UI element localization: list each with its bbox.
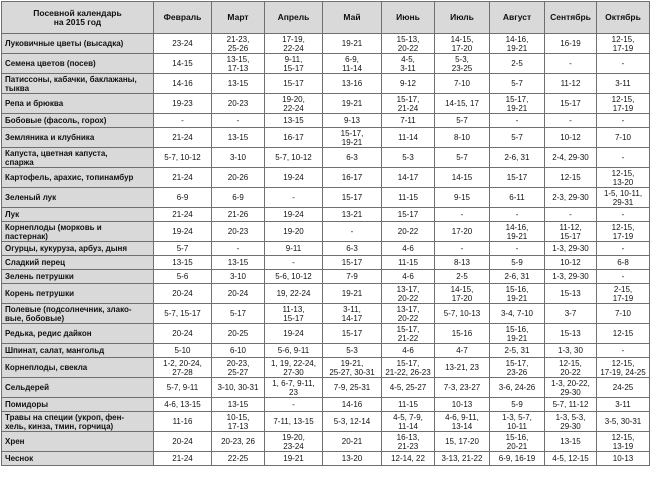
date-cell: 14-15, 17 bbox=[435, 94, 490, 114]
date-cell: 21-24 bbox=[154, 452, 212, 466]
crop-name-cell: Репа и брюква bbox=[2, 94, 154, 114]
date-cell: 5-7 bbox=[154, 242, 212, 256]
date-cell: 2-4, 29-30 bbox=[545, 148, 597, 168]
date-cell: 13-15 bbox=[212, 128, 265, 148]
date-cell: 5-10 bbox=[154, 344, 212, 358]
date-cell: 5-3 bbox=[382, 148, 435, 168]
month-header: Май bbox=[323, 2, 382, 34]
date-cell: 20-24 bbox=[154, 432, 212, 452]
date-cell: - bbox=[545, 114, 597, 128]
date-cell: 5-9 bbox=[490, 256, 545, 270]
date-cell: 21-24 bbox=[154, 128, 212, 148]
date-cell: 20-21 bbox=[323, 432, 382, 452]
date-cell: 1-3, 29-30 bbox=[545, 242, 597, 256]
date-cell: 9-13 bbox=[323, 114, 382, 128]
crop-name-cell: Помидоры bbox=[2, 398, 154, 412]
month-header: Сентябрь bbox=[545, 2, 597, 34]
month-header: Апрель bbox=[265, 2, 323, 34]
date-cell: 19-24 bbox=[265, 168, 323, 188]
date-cell: 11-12 bbox=[545, 74, 597, 94]
date-cell: 6-9 bbox=[154, 188, 212, 208]
date-cell: 5-9 bbox=[490, 398, 545, 412]
date-cell: 15-17 bbox=[265, 74, 323, 94]
table-row bbox=[2, 284, 650, 304]
crop-name-cell: Луковичные цветы (высадка) bbox=[2, 34, 154, 54]
date-cell: - bbox=[490, 242, 545, 256]
date-cell: 20-23, 26 bbox=[212, 432, 265, 452]
date-cell: 20-24 bbox=[212, 284, 265, 304]
crop-name-cell: Бобовые (фасоль, горох) bbox=[2, 114, 154, 128]
table-row bbox=[2, 208, 650, 222]
table-row bbox=[2, 378, 650, 398]
date-cell: 14-15, 17-20 bbox=[435, 284, 490, 304]
crop-name-cell: Травы на специи (укроп, фен- хель, кинза, тмин, горчица) bbox=[2, 412, 154, 432]
date-cell: 15-17, 19-21 bbox=[323, 128, 382, 148]
date-cell: 19-21 bbox=[323, 284, 382, 304]
month-header: Октябрь bbox=[597, 2, 650, 34]
date-cell: 10-12 bbox=[545, 256, 597, 270]
date-cell: 5-7, 9-11 bbox=[154, 378, 212, 398]
table-row bbox=[2, 168, 650, 188]
date-cell: 14-16, 19-21 bbox=[490, 34, 545, 54]
date-cell: 14-16 bbox=[323, 398, 382, 412]
date-cell: 15-16, 20-21 bbox=[490, 432, 545, 452]
date-cell: 3-10 bbox=[212, 270, 265, 284]
date-cell: 12-15, 17-19 bbox=[597, 34, 650, 54]
date-cell: 14-17 bbox=[382, 168, 435, 188]
date-cell: 15-13 bbox=[545, 284, 597, 304]
date-cell: 17-20 bbox=[435, 222, 490, 242]
table-row bbox=[2, 398, 650, 412]
table-row bbox=[2, 344, 650, 358]
date-cell: - bbox=[490, 114, 545, 128]
date-cell: 7-9, 25-31 bbox=[323, 378, 382, 398]
date-cell: 22-25 bbox=[212, 452, 265, 466]
date-cell: 14-15 bbox=[154, 54, 212, 74]
date-cell: - bbox=[265, 188, 323, 208]
date-cell: 12-15, 13-19 bbox=[597, 432, 650, 452]
date-cell: 17-19, 22-24 bbox=[265, 34, 323, 54]
date-cell: - bbox=[265, 398, 323, 412]
month-header: Июль bbox=[435, 2, 490, 34]
date-cell: 7-9 bbox=[323, 270, 382, 284]
date-cell: 20-25 bbox=[212, 324, 265, 344]
date-cell: 13-17, 20-22 bbox=[382, 284, 435, 304]
date-cell: 15-17, 21-24 bbox=[382, 94, 435, 114]
date-cell: 6-9, 11-14 bbox=[323, 54, 382, 74]
date-cell: 13-15 bbox=[265, 114, 323, 128]
date-cell: 14-15 bbox=[435, 168, 490, 188]
date-cell: 15, 17-20 bbox=[435, 432, 490, 452]
date-cell: 4-5, 25-27 bbox=[382, 378, 435, 398]
date-cell: - bbox=[597, 114, 650, 128]
crop-name-cell: Шпинат, салат, мангольд bbox=[2, 344, 154, 358]
date-cell: 11-15 bbox=[382, 256, 435, 270]
table-row bbox=[2, 222, 650, 242]
date-cell: 5-6, 9-11 bbox=[265, 344, 323, 358]
date-cell: 3-10 bbox=[212, 148, 265, 168]
crop-name-cell: Земляника и клубника bbox=[2, 128, 154, 148]
date-cell: 12-15 bbox=[545, 168, 597, 188]
date-cell: 10-13 bbox=[435, 398, 490, 412]
date-cell: 12-15, 17-19, 24-25 bbox=[597, 358, 650, 378]
date-cell: 4-5, 12-15 bbox=[545, 452, 597, 466]
date-cell: 10-13 bbox=[597, 452, 650, 466]
date-cell: 14-16, 19-21 bbox=[490, 222, 545, 242]
header-row bbox=[2, 2, 650, 34]
date-cell: 20-24 bbox=[154, 284, 212, 304]
month-header: Март bbox=[212, 2, 265, 34]
table-row bbox=[2, 256, 650, 270]
date-cell: 7-10 bbox=[597, 128, 650, 148]
date-cell: 5-7 bbox=[435, 148, 490, 168]
date-cell: 15-16, 19-21 bbox=[490, 324, 545, 344]
crop-name-cell: Чеснок bbox=[2, 452, 154, 466]
date-cell: 12-14, 22 bbox=[382, 452, 435, 466]
date-cell: 21-24 bbox=[154, 168, 212, 188]
crop-name-cell: Капуста, цветная капуста, спаржа bbox=[2, 148, 154, 168]
date-cell: - bbox=[597, 270, 650, 284]
date-cell: 4-5, 7-9, 11-14 bbox=[382, 412, 435, 432]
table-row bbox=[2, 94, 650, 114]
date-cell: 19-20, 22-24 bbox=[265, 94, 323, 114]
date-cell: 5-3, 23-25 bbox=[435, 54, 490, 74]
date-cell: 19, 22-24 bbox=[265, 284, 323, 304]
date-cell: 15-17 bbox=[323, 324, 382, 344]
date-cell: 5-3, 12-14 bbox=[323, 412, 382, 432]
date-cell: 3-6, 24-26 bbox=[490, 378, 545, 398]
date-cell: 2-6, 31 bbox=[490, 148, 545, 168]
date-cell: 13-17, 20-22 bbox=[382, 304, 435, 324]
date-cell: 5-7, 10-12 bbox=[265, 148, 323, 168]
date-cell: 6-3 bbox=[323, 242, 382, 256]
date-cell: 10-12 bbox=[545, 128, 597, 148]
date-cell: 1-3, 5-3, 29-30 bbox=[545, 412, 597, 432]
date-cell: 5-7, 10-12 bbox=[154, 148, 212, 168]
date-cell: 1-3, 5-7, 10-11 bbox=[490, 412, 545, 432]
crop-name-cell: Зеленый лук bbox=[2, 188, 154, 208]
date-cell: 13-21, 23 bbox=[435, 358, 490, 378]
date-cell: 15-17 bbox=[545, 94, 597, 114]
date-cell: 11-14 bbox=[382, 128, 435, 148]
date-cell: 13-16 bbox=[323, 74, 382, 94]
table-body bbox=[2, 34, 650, 466]
date-cell: 19-20 bbox=[265, 222, 323, 242]
date-cell: 16-19 bbox=[545, 34, 597, 54]
date-cell: 20-24 bbox=[154, 324, 212, 344]
date-cell: 7-11 bbox=[382, 114, 435, 128]
date-cell: 20-22 bbox=[382, 222, 435, 242]
crop-name-cell: Сельдерей bbox=[2, 378, 154, 398]
date-cell: 19-24 bbox=[265, 208, 323, 222]
date-cell: 13-15 bbox=[212, 398, 265, 412]
date-cell: 13-15 bbox=[154, 256, 212, 270]
date-cell: 2-3, 29-30 bbox=[545, 188, 597, 208]
date-cell: 5-7 bbox=[490, 74, 545, 94]
date-cell: 1-2, 20-24, 27-28 bbox=[154, 358, 212, 378]
date-cell: 1, 6-7, 9-11, 23 bbox=[265, 378, 323, 398]
month-header: Август bbox=[490, 2, 545, 34]
date-cell: - bbox=[597, 148, 650, 168]
date-cell: 6-8 bbox=[597, 256, 650, 270]
table-row bbox=[2, 270, 650, 284]
date-cell: 5-3 bbox=[323, 344, 382, 358]
crop-name-cell: Хрен bbox=[2, 432, 154, 452]
crop-name-cell: Редька, редис дайкон bbox=[2, 324, 154, 344]
date-cell: 11-15 bbox=[382, 188, 435, 208]
date-cell: 11-12, 15-17 bbox=[545, 222, 597, 242]
date-cell: 2-5 bbox=[435, 270, 490, 284]
date-cell: 3-10, 30-31 bbox=[212, 378, 265, 398]
date-cell: 3-11 bbox=[597, 398, 650, 412]
table-row bbox=[2, 412, 650, 432]
date-cell: 21-26 bbox=[212, 208, 265, 222]
date-cell: 7-3, 23-27 bbox=[435, 378, 490, 398]
date-cell: 5-7 bbox=[435, 114, 490, 128]
date-cell: 7-10 bbox=[597, 304, 650, 324]
date-cell: - bbox=[435, 208, 490, 222]
date-cell: 13-21 bbox=[323, 208, 382, 222]
crop-name-cell: Полевые (подсолнечник, злако- вые, бобовые) bbox=[2, 304, 154, 324]
date-cell: 4-6, 9-11, 13-14 bbox=[435, 412, 490, 432]
date-cell: 1, 19, 22-24, 27-30 bbox=[265, 358, 323, 378]
date-cell: - bbox=[597, 54, 650, 74]
crop-name-cell: Корнеплоды, свекла bbox=[2, 358, 154, 378]
date-cell: 3-11, 14-17 bbox=[323, 304, 382, 324]
date-cell: 3-11 bbox=[597, 74, 650, 94]
date-cell: 16-17 bbox=[323, 168, 382, 188]
table-row bbox=[2, 304, 650, 324]
date-cell: 20-26 bbox=[212, 168, 265, 188]
date-cell: 15-17, 23-26 bbox=[490, 358, 545, 378]
date-cell: - bbox=[212, 114, 265, 128]
date-cell: 15-16 bbox=[435, 324, 490, 344]
date-cell: 4-6 bbox=[382, 242, 435, 256]
date-cell: 14-16 bbox=[154, 74, 212, 94]
date-cell: 15-17 bbox=[382, 208, 435, 222]
date-cell: 6-3 bbox=[323, 148, 382, 168]
date-cell: 9-11, 15-17 bbox=[265, 54, 323, 74]
table-row bbox=[2, 358, 650, 378]
date-cell: 19-21, 25-27, 30-31 bbox=[323, 358, 382, 378]
date-cell: 15-17, 19-21 bbox=[490, 94, 545, 114]
crop-name-cell: Картофель, арахис, топинамбур bbox=[2, 168, 154, 188]
date-cell: - bbox=[545, 208, 597, 222]
date-cell: 19-21 bbox=[323, 34, 382, 54]
date-cell: - bbox=[597, 344, 650, 358]
date-cell: 13-15 bbox=[212, 256, 265, 270]
date-cell: 12-15, 13-20 bbox=[597, 168, 650, 188]
date-cell: 1-3, 30 bbox=[545, 344, 597, 358]
date-cell: 8-10 bbox=[435, 128, 490, 148]
date-cell: 19-24 bbox=[154, 222, 212, 242]
table-row bbox=[2, 54, 650, 74]
date-cell: 15-17, 21-22 bbox=[382, 324, 435, 344]
date-cell: 2-15, 17-19 bbox=[597, 284, 650, 304]
date-cell: 21-23, 25-26 bbox=[212, 34, 265, 54]
table-row bbox=[2, 432, 650, 452]
date-cell: 2-6, 31 bbox=[490, 270, 545, 284]
date-cell: 14-15, 17-20 bbox=[435, 34, 490, 54]
table-row bbox=[2, 114, 650, 128]
date-cell: 6-9 bbox=[212, 188, 265, 208]
date-cell: 8-13 bbox=[435, 256, 490, 270]
date-cell: 4-6, 13-15 bbox=[154, 398, 212, 412]
date-cell: 12-15, 17-19 bbox=[597, 222, 650, 242]
date-cell: 24-25 bbox=[597, 378, 650, 398]
date-cell: 7-10 bbox=[435, 74, 490, 94]
date-cell: 6-9, 16-19 bbox=[490, 452, 545, 466]
date-cell: - bbox=[435, 242, 490, 256]
table-row bbox=[2, 74, 650, 94]
date-cell: 19-21 bbox=[265, 452, 323, 466]
date-cell: 20-23 bbox=[212, 222, 265, 242]
date-cell: 4-6 bbox=[382, 344, 435, 358]
date-cell: 2-5 bbox=[490, 54, 545, 74]
date-cell: 19-23 bbox=[154, 94, 212, 114]
date-cell: 3-13, 21-22 bbox=[435, 452, 490, 466]
crop-name-cell: Сладкий перец bbox=[2, 256, 154, 270]
crop-name-cell: Семена цветов (посев) bbox=[2, 54, 154, 74]
crop-name-cell: Корнеплоды (морковь и пастернак) bbox=[2, 222, 154, 242]
date-cell: 4-6 bbox=[382, 270, 435, 284]
date-cell: 19-21 bbox=[323, 94, 382, 114]
date-cell: 15-16, 19-21 bbox=[490, 284, 545, 304]
date-cell: - bbox=[323, 222, 382, 242]
date-cell: 16-13, 21-23 bbox=[382, 432, 435, 452]
date-cell: 13-15 bbox=[212, 74, 265, 94]
date-cell: - bbox=[545, 54, 597, 74]
sowing-calendar-table bbox=[1, 1, 650, 466]
date-cell: 11-13, 15-17 bbox=[265, 304, 323, 324]
date-cell: 5-7, 10-13 bbox=[435, 304, 490, 324]
month-header: Июнь bbox=[382, 2, 435, 34]
date-cell: 12-15, 17-19 bbox=[597, 94, 650, 114]
date-cell: 3-4, 7-10 bbox=[490, 304, 545, 324]
date-cell: 20-23, 25-27 bbox=[212, 358, 265, 378]
date-cell: 7-11, 13-15 bbox=[265, 412, 323, 432]
date-cell: 5-17 bbox=[212, 304, 265, 324]
date-cell: 4-5, 3-11 bbox=[382, 54, 435, 74]
date-cell: 12-15 bbox=[597, 324, 650, 344]
date-cell: 19-24 bbox=[265, 324, 323, 344]
date-cell: 6-11 bbox=[490, 188, 545, 208]
date-cell: 19-20, 23-24 bbox=[265, 432, 323, 452]
date-cell: - bbox=[597, 242, 650, 256]
date-cell: 9-15 bbox=[435, 188, 490, 208]
date-cell: 9-11 bbox=[265, 242, 323, 256]
date-cell: 15-17 bbox=[323, 256, 382, 270]
date-cell: 13-15, 17-13 bbox=[212, 54, 265, 74]
table-row bbox=[2, 148, 650, 168]
date-cell: - bbox=[212, 242, 265, 256]
corner-title: Посевной календарь на 2015 год bbox=[2, 2, 154, 34]
crop-name-cell: Корень петрушки bbox=[2, 284, 154, 304]
table-row bbox=[2, 324, 650, 344]
date-cell: - bbox=[490, 208, 545, 222]
date-cell: 11-16 bbox=[154, 412, 212, 432]
date-cell: 1-3, 29-30 bbox=[545, 270, 597, 284]
crop-name-cell: Огурцы, кукуруза, арбуз, дыня bbox=[2, 242, 154, 256]
date-cell: 11-15 bbox=[382, 398, 435, 412]
date-cell: 1-3, 20-22, 29-30 bbox=[545, 378, 597, 398]
date-cell: 4-7 bbox=[435, 344, 490, 358]
date-cell: 21-24 bbox=[154, 208, 212, 222]
date-cell: 15-13, 20-22 bbox=[382, 34, 435, 54]
date-cell: 15-17 bbox=[490, 168, 545, 188]
table-row bbox=[2, 452, 650, 466]
date-cell: - bbox=[597, 208, 650, 222]
date-cell: - bbox=[154, 114, 212, 128]
date-cell: 16-17 bbox=[265, 128, 323, 148]
date-cell: 15-17, 21-22, 26-23 bbox=[382, 358, 435, 378]
date-cell: 5-6, 10-12 bbox=[265, 270, 323, 284]
crop-name-cell: Патиссоны, кабачки, баклажаны, тыква bbox=[2, 74, 154, 94]
table-header bbox=[2, 2, 650, 34]
date-cell: 5-7, 15-17 bbox=[154, 304, 212, 324]
date-cell: - bbox=[265, 256, 323, 270]
table-row bbox=[2, 242, 650, 256]
date-cell: 9-12 bbox=[382, 74, 435, 94]
date-cell: 13-15 bbox=[545, 432, 597, 452]
date-cell: 23-24 bbox=[154, 34, 212, 54]
date-cell: 6-10 bbox=[212, 344, 265, 358]
date-cell: 5-7, 11-12 bbox=[545, 398, 597, 412]
date-cell: 12-15, 20-22 bbox=[545, 358, 597, 378]
date-cell: 3-7 bbox=[545, 304, 597, 324]
date-cell: 1-5, 10-11, 29-31 bbox=[597, 188, 650, 208]
table-row bbox=[2, 34, 650, 54]
crop-name-cell: Лук bbox=[2, 208, 154, 222]
month-header: Февраль bbox=[154, 2, 212, 34]
date-cell: 15-13 bbox=[545, 324, 597, 344]
date-cell: 10-15, 17-13 bbox=[212, 412, 265, 432]
date-cell: 13-20 bbox=[323, 452, 382, 466]
date-cell: 5-6 bbox=[154, 270, 212, 284]
table-row bbox=[2, 188, 650, 208]
table-row bbox=[2, 128, 650, 148]
date-cell: 3-5, 30-31 bbox=[597, 412, 650, 432]
date-cell: 2-5, 31 bbox=[490, 344, 545, 358]
date-cell: 15-17 bbox=[323, 188, 382, 208]
date-cell: 20-23 bbox=[212, 94, 265, 114]
date-cell: 5-7 bbox=[490, 128, 545, 148]
crop-name-cell: Зелень петрушки bbox=[2, 270, 154, 284]
